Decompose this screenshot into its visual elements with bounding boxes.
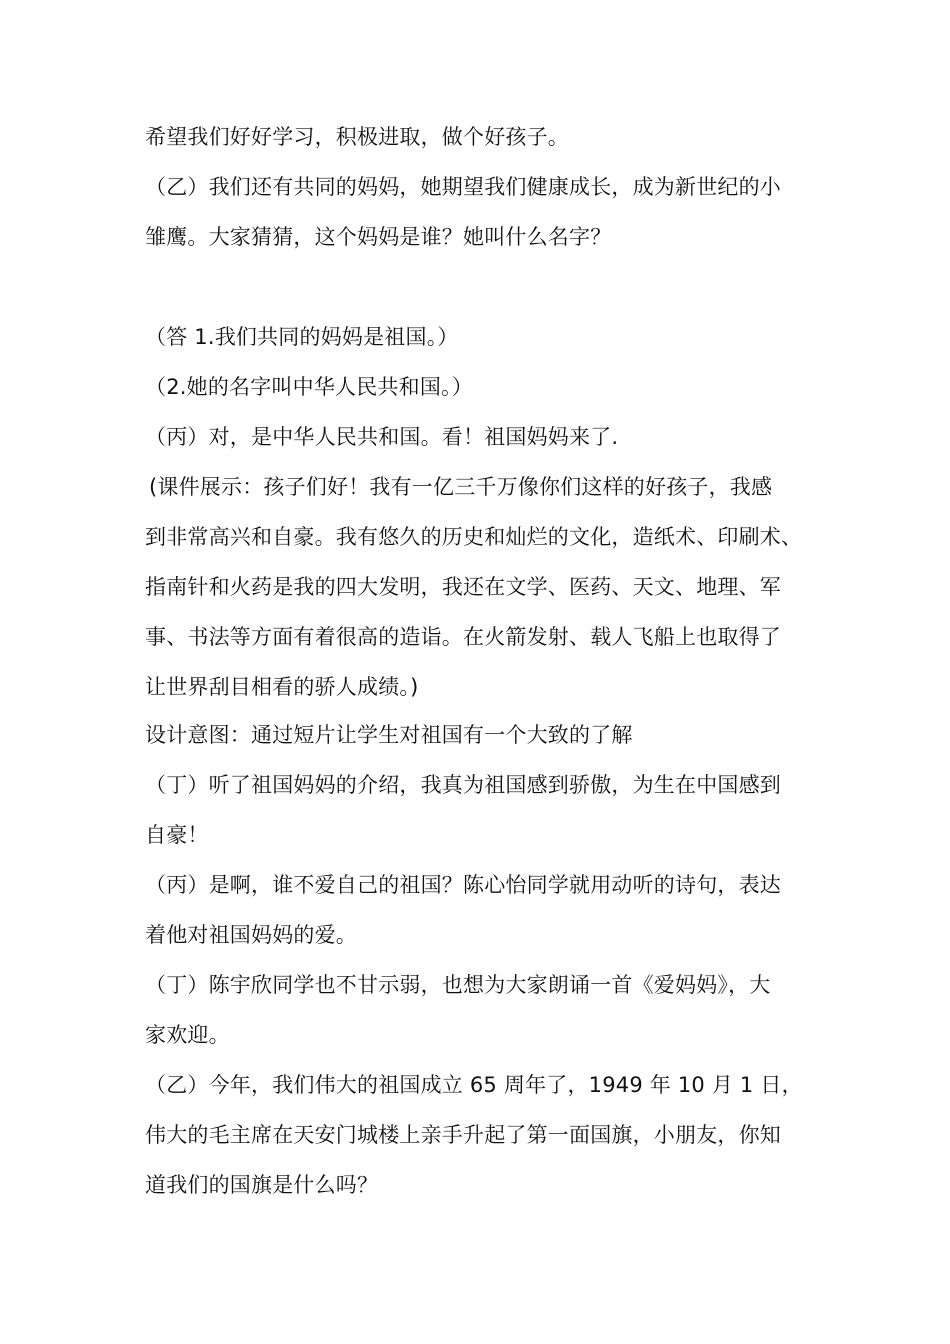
paragraph-line: 道我们的国旗是什么吗？ xyxy=(145,1173,379,1197)
paragraph-line: 着他对祖国妈妈的爱。 xyxy=(145,923,357,947)
paragraph-line: （乙）今年，我们伟大的祖国成立 65 周年了，1949 年 10 月 1 日， xyxy=(145,1073,803,1097)
paragraph-line: （丙）是啊，谁不爱自己的祖国？陈心怡同学就用动听的诗句，表达 xyxy=(145,873,781,897)
paragraph-line: 让世界刮目相看的骄人成绩。) xyxy=(145,675,419,699)
paragraph-line: （丁）陈宇欣同学也不甘示弱，也想为大家朗诵一首《爱妈妈》，大 xyxy=(145,973,771,997)
paragraph-line: 设计意图：通过短片让学生对祖国有一个大致的了解 xyxy=(145,723,633,747)
paragraph-line: (课件展示：孩子们好！我有一亿三千万像你们这样的好孩子，我感 xyxy=(149,475,773,499)
paragraph-line: 雏鹰。大家猜猜，这个妈妈是谁？她叫什么名字？ xyxy=(145,225,612,249)
paragraph-line: （丁）听了祖国妈妈的介绍，我真为祖国感到骄傲，为生在中国感到 xyxy=(145,773,781,797)
paragraph-line: 指南针和火药是我的四大发明，我还在文学、医药、天文、地理、军 xyxy=(145,575,781,599)
paragraph-line: 到非常高兴和自豪。我有悠久的历史和灿烂的文化，造纸术、印刷术、 xyxy=(145,525,803,549)
paragraph-line: 家欢迎。 xyxy=(145,1023,230,1047)
paragraph-line: 希望我们好好学习，积极进取，做个好孩子。 xyxy=(145,125,569,149)
paragraph-line: 自豪！ xyxy=(145,823,209,847)
paragraph-line: （答 1.我们共同的妈妈是祖国。） xyxy=(145,325,459,349)
paragraph-line: 事、书法等方面有着很高的造诣。在火箭发射、载人飞船上也取得了 xyxy=(145,625,781,649)
paragraph-line: （丙）对，是中华人民共和国。看！祖国妈妈来了. xyxy=(145,425,619,449)
paragraph-line: 伟大的毛主席在天安门城楼上亲手升起了第一面国旗，小朋友，你知 xyxy=(145,1123,781,1147)
paragraph-line: （乙）我们还有共同的妈妈，她期望我们健康成长，成为新世纪的小 xyxy=(145,175,781,199)
paragraph-line: （2.她的名字叫中华人民共和国。） xyxy=(145,375,473,399)
